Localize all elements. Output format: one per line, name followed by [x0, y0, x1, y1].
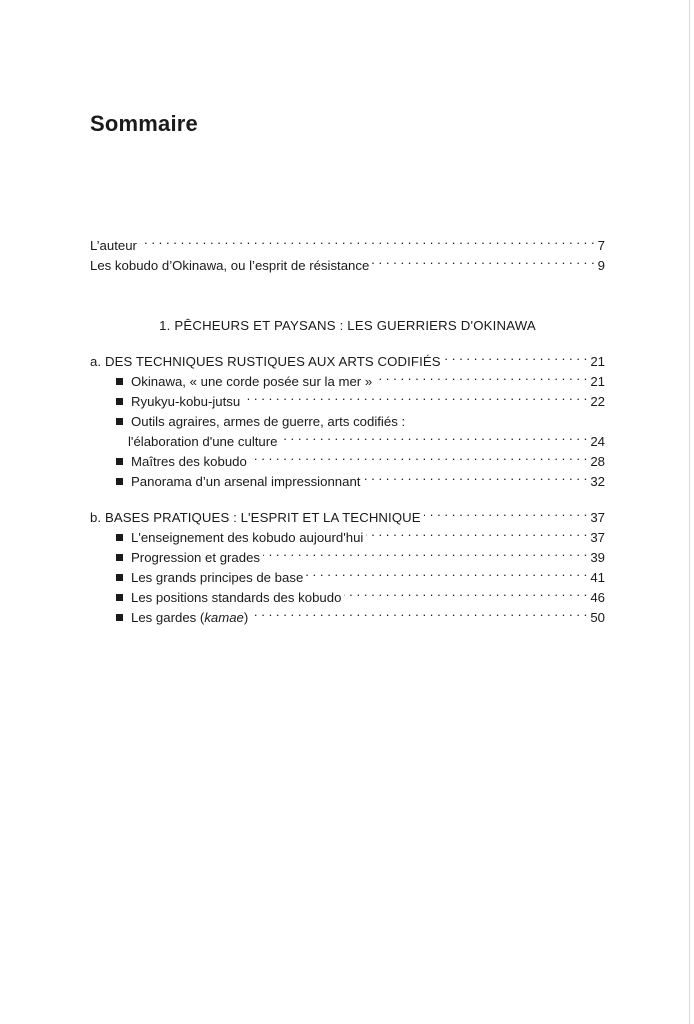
toc-page-number: 39: [590, 550, 605, 565]
toc-entry-progression[interactable]: [90, 548, 605, 568]
section-title: b. BASES PRATIQUES : L'ESPRIT ET LA TECHNIQUE: [90, 510, 421, 525]
toc-entry-label: Outils agraires, armes de guerre, arts codifiés :: [131, 414, 406, 429]
toc-entry-label: Les kobudo d’Okinawa, ou l’esprit de résistance: [90, 258, 370, 273]
toc-entry-maitres[interactable]: [90, 452, 605, 472]
label-suffix: ): [243, 610, 249, 625]
toc-entry-kobudo-okinawa[interactable]: [90, 256, 605, 276]
dot-leader: [372, 256, 594, 270]
toc-entry-panorama[interactable]: [90, 472, 605, 492]
toc-page-number: 21: [590, 374, 605, 389]
toc-entry-enseignement[interactable]: [90, 528, 605, 548]
dot-leader: [424, 508, 588, 522]
section-title: a. DES TECHNIQUES RUSTIQUES AUX ARTS CODIFIÉS: [90, 354, 441, 369]
toc-entry-ryukyu[interactable]: [90, 392, 605, 412]
toc-section-b: [90, 508, 605, 628]
page-edge: [689, 0, 690, 1024]
toc-page-number: 28: [590, 454, 605, 469]
square-bullet-icon: [116, 614, 123, 621]
toc-section-a: [90, 352, 605, 492]
toc-entry-label: Maîtres des kobudo: [131, 454, 247, 469]
toc-entry-label-continuation: l'élaboration d'une culture: [128, 434, 278, 449]
toc-page-number: 21: [590, 354, 605, 369]
toc-entry-label: L'enseignement des kobudo aujourd'hui: [131, 530, 364, 545]
square-bullet-icon: [116, 594, 123, 601]
toc-page-number: 37: [590, 510, 605, 525]
toc-entry-outils-agraires[interactable]: [90, 412, 605, 432]
toc-page-number: 7: [597, 238, 605, 253]
dot-leader: [344, 588, 587, 602]
square-bullet-icon: [116, 554, 123, 561]
dot-leader: [306, 568, 587, 582]
toc-section-b-title[interactable]: [90, 508, 605, 528]
toc-entry-label: Les grands principes de base: [131, 570, 304, 585]
dot-leader: [243, 392, 587, 406]
dot-leader: [251, 608, 587, 622]
toc-entry-outils-agraires-continuation[interactable]: [90, 432, 605, 452]
dot-leader: [250, 452, 588, 466]
toc-entry-label: Okinawa, « une corde posée sur la mer »: [131, 374, 373, 389]
toc-entry-label: L’auteur: [90, 238, 137, 253]
dot-leader: [263, 548, 587, 562]
dot-leader: [375, 372, 587, 386]
toc-page-number: 9: [597, 258, 605, 273]
toc-page-number: 37: [590, 530, 605, 545]
toc-entry-label: Les positions standards des kobudo: [131, 590, 342, 605]
toc-entry-label: Ryukyu-kobu-jutsu: [131, 394, 241, 409]
toc-page-number: 32: [590, 474, 605, 489]
toc-section-a-title[interactable]: [90, 352, 605, 372]
toc-page-number: 50: [590, 610, 605, 625]
toc-entry-gardes[interactable]: [90, 608, 605, 628]
dot-leader: [140, 236, 595, 250]
toc-entry-okinawa-corde[interactable]: [90, 372, 605, 392]
label-prefix: Les gardes (: [131, 610, 205, 625]
toc-entry-label: [131, 608, 248, 628]
square-bullet-icon: [116, 534, 123, 541]
dot-leader: [444, 352, 588, 366]
square-bullet-icon: [116, 398, 123, 405]
square-bullet-icon: [116, 458, 123, 465]
toc-entry-principes[interactable]: [90, 568, 605, 588]
toc-intro: [90, 236, 605, 276]
label-italic-term: kamae: [204, 610, 244, 625]
dot-leader: [366, 528, 587, 542]
toc-page-number: 24: [590, 434, 605, 449]
square-bullet-icon: [116, 574, 123, 581]
toc-entry-author[interactable]: [90, 236, 605, 256]
toc-page-number: 41: [590, 570, 605, 585]
page-title: Sommaire: [90, 111, 198, 136]
toc-page-number: 22: [590, 394, 605, 409]
toc-entry-label: Panorama d’un arsenal impressionnant: [131, 474, 361, 489]
square-bullet-icon: [116, 418, 123, 425]
toc-entry-positions[interactable]: [90, 588, 605, 608]
part-heading: 1. PÊCHEURS ET PAYSANS : LES GUERRIERS D'OKINAWA: [159, 318, 536, 333]
toc-page-number: 46: [590, 590, 605, 605]
square-bullet-icon: [116, 378, 123, 385]
square-bullet-icon: [116, 478, 123, 485]
dot-leader: [280, 432, 587, 446]
dot-leader: [363, 472, 587, 486]
toc-entry-label: Progression et grades: [131, 550, 261, 565]
